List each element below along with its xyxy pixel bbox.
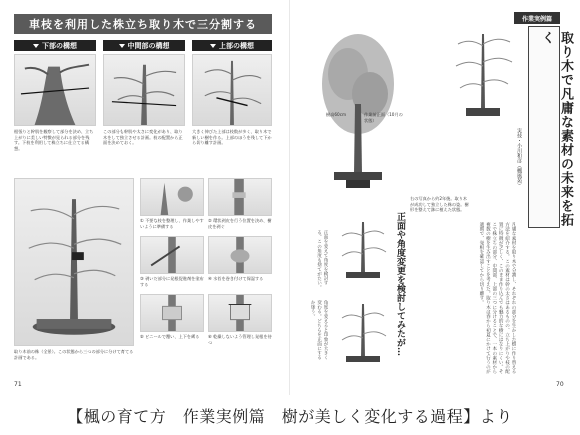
series-tag: 作業実例篇 <box>514 12 560 24</box>
page-number-left: 71 <box>14 381 22 388</box>
photo-bonsai-after <box>448 26 518 120</box>
caption-full-tree: 取り木前の株（全景）。この状態から三つの部分に分けて育てる計画である。 <box>14 349 134 360</box>
subhead-middle: 中間部の構想 <box>103 40 185 51</box>
step-image <box>141 295 203 331</box>
bonsai-angle-image <box>336 216 390 282</box>
caption-step-3: ③ 剥いだ部分に発根促進剤を塗布する <box>140 276 204 287</box>
article-subtitle: 正面や角度変更を検討してみたが… <box>395 212 405 356</box>
step-image <box>141 179 203 215</box>
title-box <box>528 26 573 228</box>
photo-angle-1 <box>336 216 390 282</box>
right-page <box>290 0 580 395</box>
caption-angle-1: 正面を変えて角度を検討する。この角度も捨てがたい。 <box>316 230 328 290</box>
step-image <box>209 295 271 331</box>
photo-bonsai-before <box>318 14 398 194</box>
photo-step-6 <box>208 294 272 332</box>
label-front-view: 作業前正面（10月の状態） <box>364 112 403 123</box>
photo-angle-2 <box>336 296 390 366</box>
page-number-right: 70 <box>556 381 564 388</box>
caption-step-4: ④ 水苔を巻き付けて保湿する <box>208 276 264 281</box>
photo-step-5 <box>140 294 204 332</box>
caption-middle: この部分も幹肌や太さに変化があり、取り木をして独立させる計画。枝の配置から正面を決めておく。 <box>103 129 183 146</box>
source-caption: 【楓の育て方 作業実例篇 樹が美しく変化する過程】より <box>67 406 513 426</box>
article-title: 取り木で凡庸な素材の未来を拓く <box>539 31 573 227</box>
step-image <box>209 179 271 215</box>
photo-step-1 <box>140 178 204 216</box>
caption-step-5: ⑤ ビニールで覆い、上下を縛る <box>140 334 200 339</box>
photo-full-tree <box>14 178 134 346</box>
tree-branches-image <box>104 55 184 125</box>
subhead-lower: 下部の構想 <box>14 40 96 51</box>
left-page-banner: 車枝を利用した株立ち取り木で三分割する <box>14 14 272 34</box>
bonsai-bare-image <box>448 26 518 120</box>
tree-top-image <box>193 55 271 125</box>
triangle-icon <box>119 44 125 48</box>
photo-lower-concept <box>14 54 96 126</box>
subhead-upper: 上部の構想 <box>192 40 272 51</box>
bonsai-angle-image <box>336 296 390 366</box>
photo-step-3 <box>140 236 204 274</box>
body-text: 凡庸な素材を取り木で分割し、それぞれの部分を生かした樹に作り替える方法を紹介する。この素材は幹の太さはあるものの、立ち上がりや枝の配置に特徴が乏しく、このまま作り込んでも魅力的な樹にはなりにくい。そこで株立ちの部分、中間部、上部の三つに分けることで、一本の素材から複数の樹を生み出すことを考えた。取り木は春から初夏にかけて行うのが適期で、発根を確認してから切り離す。 <box>478 222 516 374</box>
step-image <box>209 237 271 273</box>
caption-top-photo: 右の写真から約2年後。取り木が成功して独立した株の姿。樹形を整えて鉢に植えた状態。 <box>410 196 469 213</box>
caption-upper: 大きく伸びた上部は枝数が多く、取り木で新しい樹を作る。上部のほうを残して下から切り離す計画。 <box>192 129 272 146</box>
caption-lower: 根張りと幹肌を観察して部分を決め、立ち上がりに美しい特徴が見られる部分を残す。下枝を利用して株立ちに仕立てる構想。 <box>14 129 94 151</box>
photo-upper-concept <box>192 54 272 126</box>
bonsai-full-image <box>15 179 133 345</box>
step-image <box>141 237 203 273</box>
bonsai-leafy-image <box>318 14 398 194</box>
caption-step-1: ① 不要な枝を整理し、作業しやすいように準備する <box>140 218 204 229</box>
triangle-icon <box>210 44 216 48</box>
triangle-icon <box>33 44 39 48</box>
photo-step-2 <box>208 178 272 216</box>
label-tree-height: 樹高60cm <box>326 112 347 117</box>
caption-step-6: ⑥ 乾燥しないよう管理し発根を待つ <box>208 334 272 345</box>
left-page <box>0 0 290 395</box>
caption-angle-2: 角度を変えると印象が大きく変わる。どちらを正面にするか迷う。 <box>310 300 328 360</box>
author-credit: 実技・小川和彦（楓風苑） <box>516 128 522 188</box>
caption-step-2: ② 環状剥皮を行う位置を決め、樹皮を剥ぐ <box>208 218 272 229</box>
tree-trunk-image <box>15 55 95 125</box>
photo-step-4 <box>208 236 272 274</box>
photo-middle-concept <box>103 54 185 126</box>
